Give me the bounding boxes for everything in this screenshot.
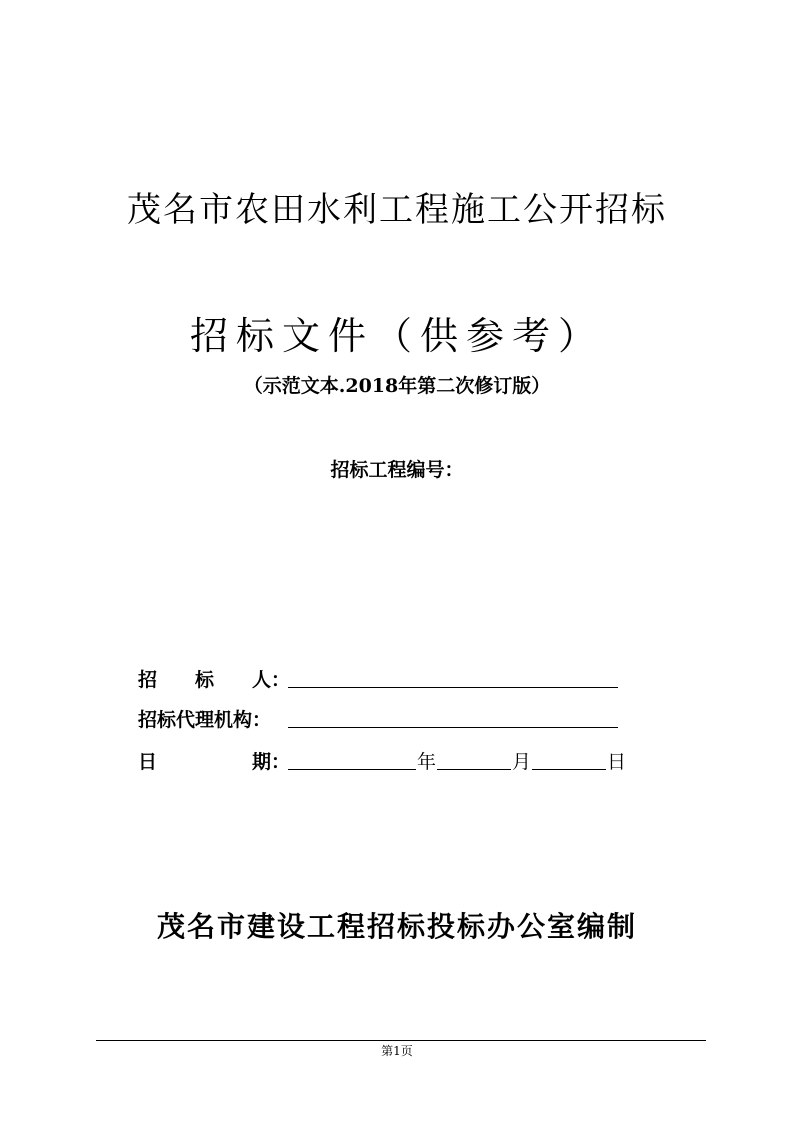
agency-label: 招标代理机构： xyxy=(138,709,272,731)
tenderer-label: 招 标 人： xyxy=(138,669,291,691)
date-row xyxy=(138,749,638,775)
document-subtitle: 招标文件（供参考） xyxy=(189,314,604,358)
edition-note: （示范文本.2018年第二次修订版） xyxy=(243,375,551,397)
issuing-organization: 茂名市建设工程招标投标办公室编制 xyxy=(156,910,637,943)
tenderer-blank[interactable] xyxy=(288,667,618,688)
year-unit: 年 xyxy=(417,751,437,773)
agency-row xyxy=(138,707,638,733)
agency-blank[interactable] xyxy=(288,707,618,728)
day-unit: 日 xyxy=(607,751,627,773)
document-title: 茂名市农田水利工程施工公开招标 xyxy=(127,190,667,230)
date-label: 日 期： xyxy=(138,751,291,773)
day-blank[interactable] xyxy=(532,749,606,770)
month-blank[interactable] xyxy=(437,749,511,770)
tenderer-row xyxy=(138,667,638,693)
footer-divider xyxy=(96,1040,706,1041)
year-blank[interactable] xyxy=(288,749,416,770)
page-number: 第1页 xyxy=(381,1044,413,1058)
month-unit: 月 xyxy=(512,751,532,773)
project-number-label: 招标工程编号： xyxy=(330,459,464,481)
